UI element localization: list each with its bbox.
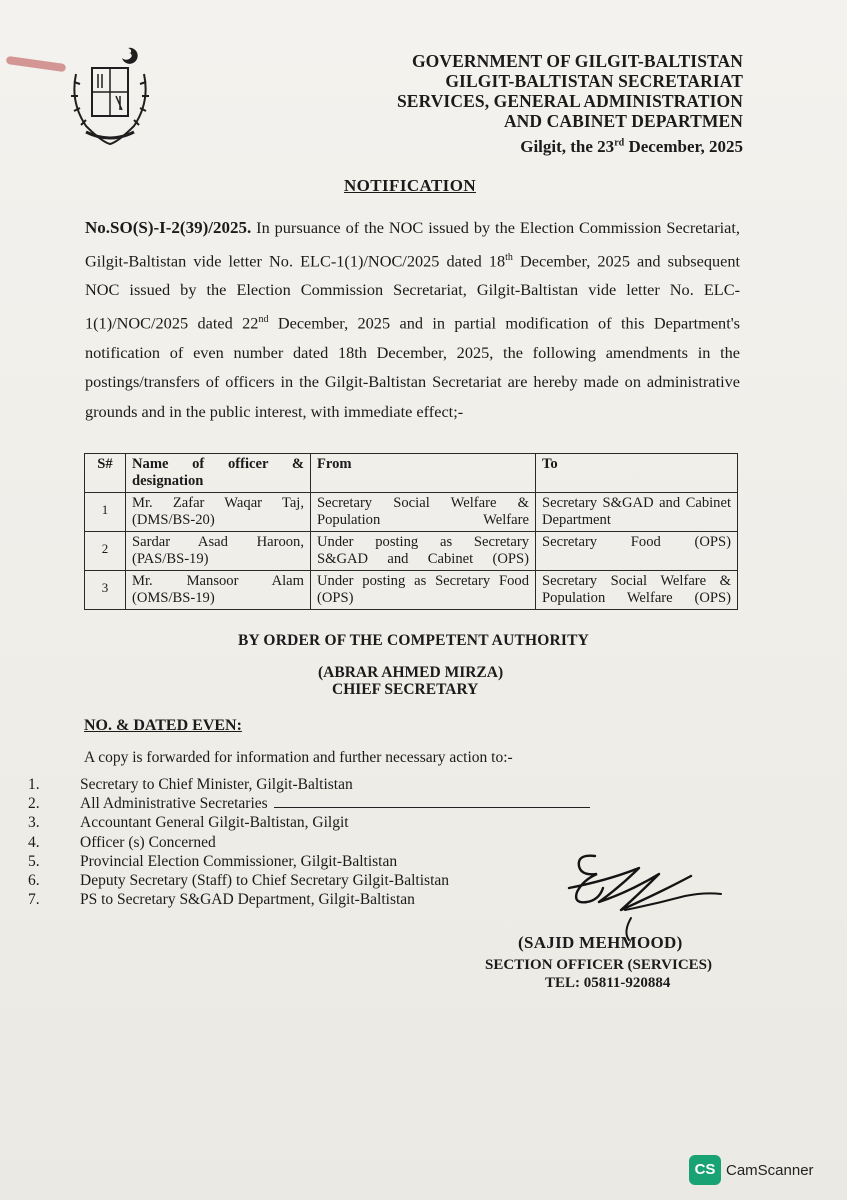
copy-intro: A copy is forwarded for information and further necessary action to:- <box>84 749 513 766</box>
header-line-4: AND CABINET DEPARTMEN <box>503 111 743 131</box>
col-header-sno: S# <box>85 454 126 493</box>
copy-heading: NO. & DATED EVEN: <box>84 717 242 734</box>
cell-sno: 3 <box>85 571 126 610</box>
camscanner-logo-icon: CS <box>689 1155 721 1185</box>
list-item: 3. Accountant General Gilgit-Baltistan, Gilgit <box>28 814 349 832</box>
copy-list <box>28 775 590 909</box>
postings-table <box>84 453 738 610</box>
issue-date: Gilgit, the 23rd December, 2025 <box>520 137 743 156</box>
col-header-name: Name of officer & designation <box>126 454 311 493</box>
col-header-from: From <box>311 454 536 493</box>
ink-mark <box>6 56 67 72</box>
cell-sno: 2 <box>85 532 126 571</box>
col-header-to: To <box>536 454 738 493</box>
chief-secretary-name: (ABRAR AHMED MIRZA) <box>318 664 504 681</box>
authority-order: BY ORDER OF THE COMPETENT AUTHORITY <box>238 632 590 649</box>
list-item: 2. All Administrative Secretaries <box>28 794 590 813</box>
list-item: 4. Officer (s) Concerned <box>28 833 216 851</box>
list-item: 5. Provincial Election Commissioner, Gilgit-Baltistan <box>28 852 398 870</box>
cell-from: Under posting as Secretary Food (OPS) <box>311 571 536 610</box>
list-item: 6. Deputy Secretary (Staff) to Chief Secretary Gilgit-Baltistan <box>28 872 450 890</box>
blank-line <box>274 794 590 808</box>
cell-sno: 1 <box>85 493 126 532</box>
section-officer-name: (SAJID MEHMOOD) <box>518 933 683 952</box>
signature-icon <box>555 848 735 943</box>
notification-number: No.SO(S)-I-2(39)/2025. <box>85 218 252 237</box>
table-row <box>85 571 738 610</box>
cell-to: Secretary S&GAD and Cabinet Department <box>536 493 738 532</box>
section-officer-tel: TEL: 05811-920884 <box>545 975 671 991</box>
camscanner-label: CamScanner <box>726 1162 814 1179</box>
cell-from: Under posting as Secretary S&GAD and Cabinet (OPS) <box>311 532 536 571</box>
header-line-3: SERVICES, GENERAL ADMINISTRATION <box>396 91 743 111</box>
government-emblem-icon <box>62 44 158 154</box>
list-item: 7. PS to Secretary S&GAD Department, Gilgit-Baltistan <box>28 891 415 909</box>
table-header-row <box>85 454 738 493</box>
cell-to: Secretary Social Welfare & Population Welfare (OPS) <box>536 571 738 610</box>
header-line-2: GILGIT-BALTISTAN SECRETARIAT <box>445 71 743 91</box>
notification-body: No.SO(S)-I-2(39)/2025. In pursuance of the NOC issued by the Election Commission Secretariat, Gilgit-Baltistan vide letter No. ELC-1(1)/NOC/2025 dated 18th December, 2025 and subsequent NOC issued by the Election Commission Secretariat, Gilgit-Baltistan vide letter No. ELC-1(1)/NOC/2025 dated 22nd December, 2025 and in partial modification of this Department's notification of even number dated 18th December, 2025, the following amendments in the postings/transfers of officers in the Gilgit-Baltistan Secretariat are hereby made on administrative grounds and in the public interest, with immediate effect;- <box>85 218 741 421</box>
table-row <box>85 493 738 532</box>
section-officer-designation: SECTION OFFICER (SERVICES) <box>485 957 713 973</box>
cell-name: Sardar Asad Haroon, (PAS/BS-19) <box>126 532 311 571</box>
cell-from: Secretary Social Welfare & Population Welfare <box>311 493 536 532</box>
table-row <box>85 532 738 571</box>
list-item: 1. Secretary to Chief Minister, Gilgit-Baltistan <box>28 776 353 793</box>
header-line-1: GOVERNMENT OF GILGIT-BALTISTAN <box>411 51 743 71</box>
chief-secretary-designation: CHIEF SECRETARY <box>332 681 479 698</box>
cell-name: Mr. Mansoor Alam (OMS/BS-19) <box>126 571 311 610</box>
cell-to: Secretary Food (OPS) <box>536 532 738 571</box>
notification-title: NOTIFICATION <box>344 176 477 195</box>
cell-name: Mr. Zafar Waqar Taj, (DMS/BS-20) <box>126 493 311 532</box>
